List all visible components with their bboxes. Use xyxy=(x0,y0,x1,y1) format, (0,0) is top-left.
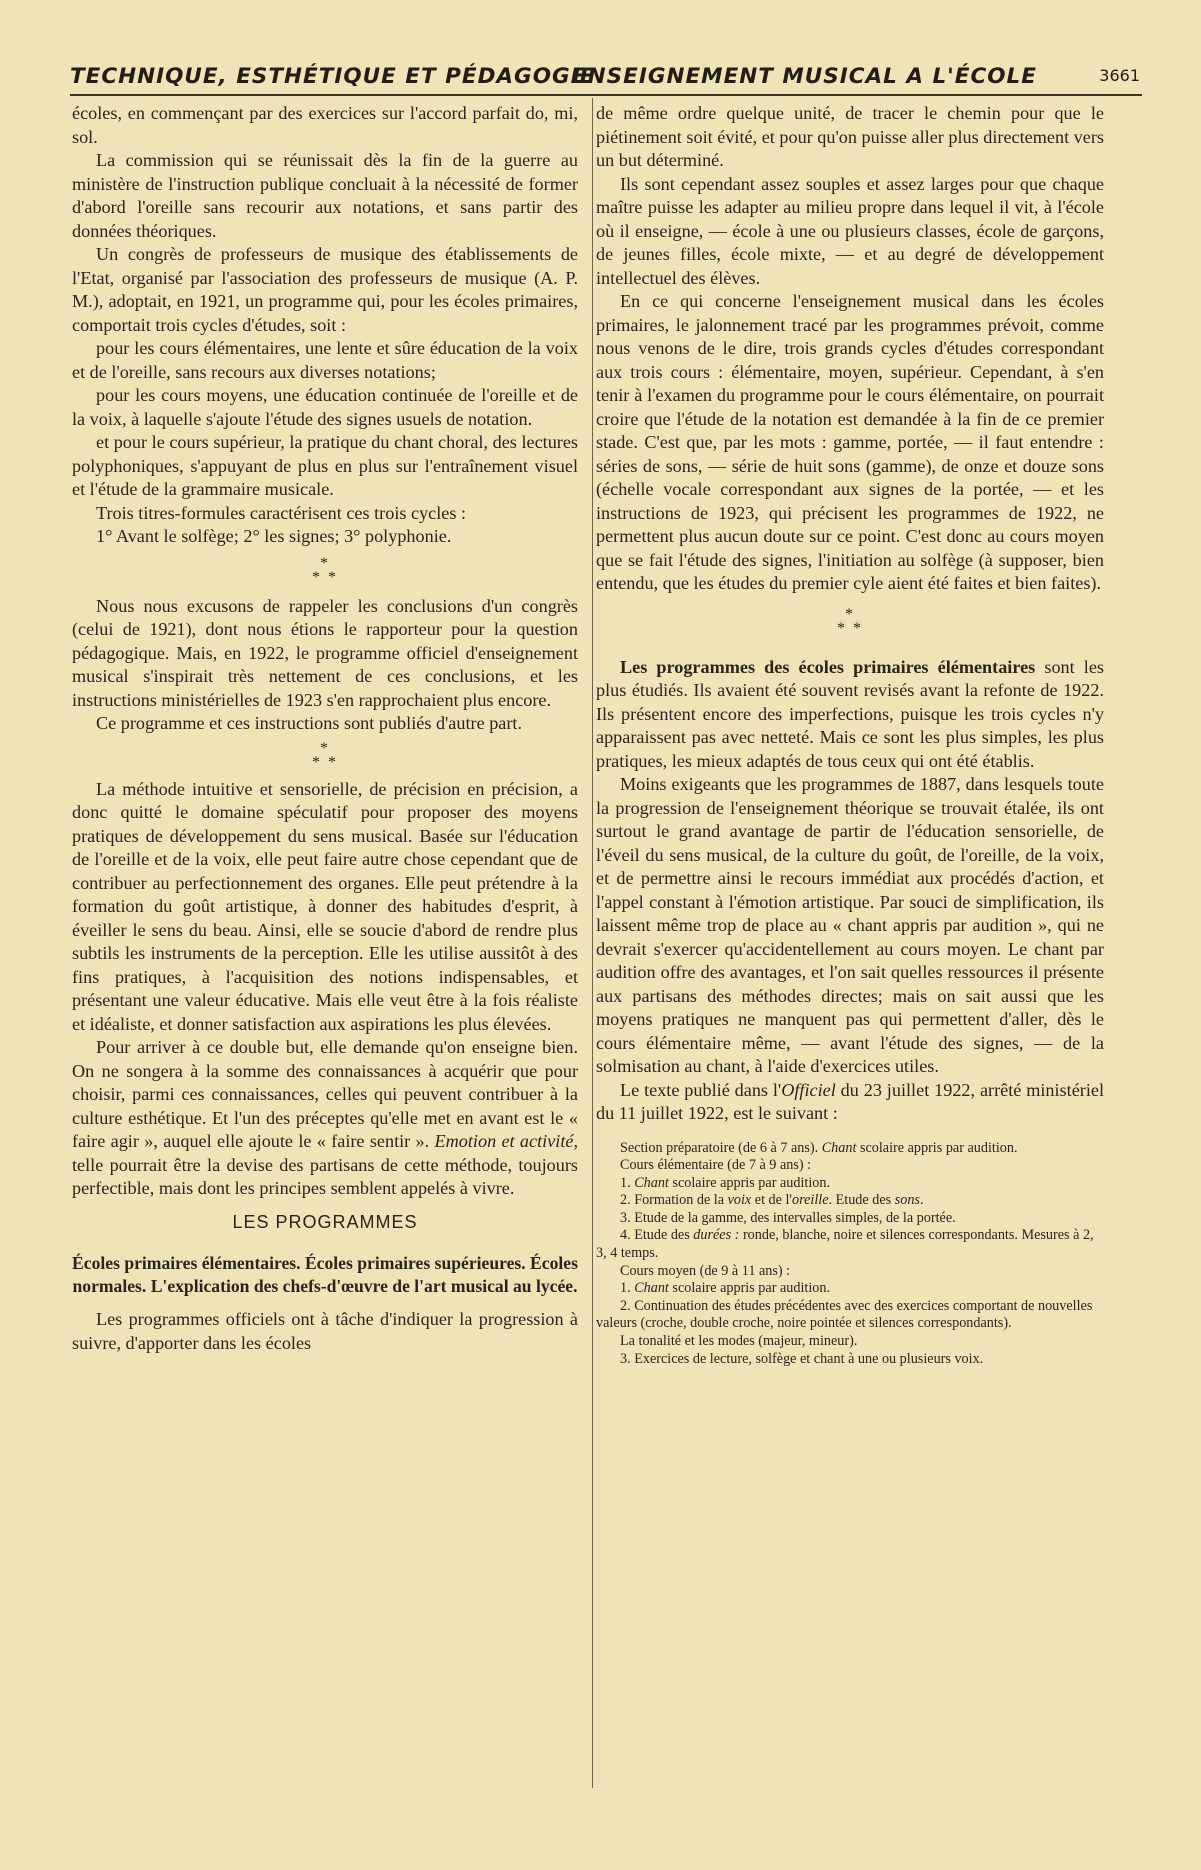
column-divider xyxy=(592,98,593,1788)
program-line xyxy=(596,1227,1104,1262)
italic-run: Emotion et activité, xyxy=(434,1131,579,1151)
text-run: scolaire appris par audition. xyxy=(672,1174,831,1191)
left-column xyxy=(72,102,578,1355)
text-run: scolaire appris par audition. xyxy=(672,1280,831,1297)
italic-run: durées : xyxy=(693,1227,740,1244)
paragraph: La méthode intuitive et sensorielle, de précision en précision, a donc quitté le domaine spéculatif pour proposer des moyens pratiques de développement du sens musical. Basée sur l'éducation de l'oreille et de la voix, elle peut faire autre chose cependant que de contribuer au perfectionnement des organes. Elle peut prétendre à la formation du goût artistique, à donner des habitudes d'esprit, à éveiller le sens du beau. Ainsi, elle se soucie d'abord de rendre plus subtils les instruments de la perception. Elle les utilise aussitôt à des fins pratiques, à l'acquisition des notions indispensables, et présentant une valeur éducative. Mais elle veut être à la fois réaliste et idéaliste, et donner satisfaction aux aspirations les plus élevées. xyxy=(72,778,578,1034)
program-line xyxy=(596,1175,1104,1193)
formula-intro: Trois titres-formules caractérisent ces trois cycles : xyxy=(96,502,467,523)
section-separator xyxy=(72,554,578,586)
subsection-heading: Écoles primaires élémentaires. Écoles primaires supérieures. Écoles normales. L'explication des chefs-d'œuvre de l'art musical au lycée. xyxy=(72,1253,578,1296)
italic-run: sons xyxy=(894,1192,920,1209)
text-run: Section préparatoire (de 6 à 7 ans). xyxy=(620,1139,819,1156)
paragraph: Moins exigeants que les programmes de 1887, dans lesquels toute la progression de l'enseignement théorique se trouvait étalée, ils ont surtout le grand avantage de partir de l'éducation sensorielle, de l'éveil du sens musical, de la culture du goût, de l'oreille, de la voix, et de permettre ainsi le recours immédiat aux procédés d'action, et l'appel constant à l'émotion artistique. Par souci de simplification, ils laissent même trop de place au « chant appris par audition », qui ne devrait s'exercer qu'accidentellement au cours moyen. Le chant par audition offre des avantages, et l'on sait quelles ressources il présente aux partisans des méthodes directes; mais on sait aussi que les moyens pratiques ne manquent pas qui permettent d'aller, dès le cours élémentaire même, — avant l'étude des signes, — de la solmisation au chant, à l'aide d'exercices utiles. xyxy=(596,774,1104,1076)
text-run: . Etude des xyxy=(828,1192,892,1209)
text-run: ronde, blanche, noire et silences correspondants. Mesures à 2, 3, 4 temps. xyxy=(596,1227,1094,1262)
program-line: 2. Continuation des études précédentes avec des exercices comportant de nouvelles valeurs (croche, double croche, noire pointée et silences correspondants). xyxy=(596,1297,1093,1332)
paragraph: écoles, en commençant par des exercices sur l'accord parfait do, mi, sol. xyxy=(72,103,578,147)
program-line: La tonalité et les modes (majeur, mineur). xyxy=(620,1333,858,1350)
text-run: du 23 juillet 1922, arrêté ministériel du 11 juillet 1922, est le suivant : xyxy=(596,1079,1104,1123)
italic-run: Chant xyxy=(634,1174,669,1191)
paragraph xyxy=(596,1079,1104,1126)
separator-star: * xyxy=(320,554,330,572)
paragraph: Ce programme et ces instructions sont publiés d'autre part. xyxy=(96,713,523,733)
separator-star: * xyxy=(320,739,330,757)
header-right-title: ENSEIGNEMENT MUSICAL A L'ÉCOLE xyxy=(572,64,1037,89)
header-left-title: TECHNIQUE, ESTHÉTIQUE ET PÉDAGOGIE xyxy=(70,64,596,89)
paragraph: de même ordre quelque unité, de tracer le chemin pour que le piétinement soit évité, et pour qu'on puisse aller plus directement vers un but déterminé. xyxy=(596,103,1104,170)
paragraph: Ils sont cependant assez souples et assez larges pour que chaque maître puisse les adapter au milieu propre dans lequel il vit, à l'école où il enseigne, — école à une ou plusieurs classes, école de garçons, de jeunes filles, école mixte, — et au degré de développement intellectuel des élèves. xyxy=(596,173,1104,288)
paragraph: Un congrès de professeurs de musique des établissements de l'Etat, organisé par l'association des professeurs de musique (A. P. M.), adoptait, en 1921, un programme qui, pour les écoles primaires, comportait trois cycles d'études, soit : xyxy=(72,244,578,335)
text-run: Pour arriver à ce double but, elle demande qu'on enseigne bien. On ne songera à la somme des connaissances à acquérir que pour choisir, parmi ces connaissances, celles qui peuvent contribuer à la culture esthétique. Et l'un des préceptes qu'elle met en avant est le « faire agir », auquel elle ajoute le « faire sentir ». xyxy=(72,1037,578,1151)
text-run: et de l' xyxy=(754,1192,792,1209)
paragraph xyxy=(72,1036,578,1201)
text-run: 4. Etude des xyxy=(620,1227,690,1244)
paragraph: La commission qui se réunissait dès la fin de la guerre au ministère de l'instruction publique concluait à la nécessité de former d'abord l'oreille sans recourir aux notations, et sans partir des données théoriques. xyxy=(72,150,578,241)
separator-stars: * * xyxy=(312,753,338,771)
italic-run: oreille xyxy=(792,1192,829,1209)
program-line: Cours élémentaire (de 7 à 9 ans) : xyxy=(620,1157,812,1174)
italic-run: Chant xyxy=(634,1280,669,1297)
text-run: Le texte publié dans l' xyxy=(620,1079,782,1100)
paragraph: pour les cours élémentaires, une lente et sûre éducation de la voix et de l'oreille, sans recours aux diverses notations; xyxy=(72,338,578,382)
paragraph: et pour le cours supérieur, la pratique du chant choral, des lectures polyphoniques, s'appuyant de plus en plus sur l'entraînement visuel et l'étude de la grammaire musicale. xyxy=(72,432,578,499)
text-run: 1. xyxy=(620,1174,631,1191)
text-run: sont les plus étudiés. Ils avaient été souvent revisés avant la refonte de 1922. Ils présentent encore des imperfections, puisque les trois cycles n'y apparaissent pas avec netteté. Mais ce sont les plus simples, les plus pratiques, les mieux adaptés de tous ceux qui ont été établis. xyxy=(596,656,1105,771)
paragraph: En ce qui concerne l'enseignement musical dans les écoles primaires, le jalonnement tracé par les programmes prévoit, comme nous venons de le dire, trois grands cycles d'études correspondant aux trois cours : élémentaire, moyen, supérieur. Cependant, à s'en tenir à l'examen du programme pour le cours élémentaire, on pourrait croire que l'étude de la notation est demandée à la fin de ce premier stade. C'est que, par les mots : gamme, portée, — il faut entendre : séries de sons, — série de huit sons (gamme), de onze et douze sons (échelle vocale correspondant aux signes de la portée, — et les instructions de 1923, qui précisent les programmes de 1922, ne permettent plus aucun doute sur ce point. C'est donc au cours moyen que se fait l'étude des signes, l'initiation au solfège (à supposer, bien entendu, que les études du premier cyle aient été faites et bien faites). xyxy=(596,291,1104,593)
text-run: scolaire appris par audition. xyxy=(859,1139,1018,1156)
paragraph xyxy=(596,656,1104,774)
italic-run: voix xyxy=(727,1192,752,1209)
paragraph xyxy=(72,502,578,549)
text-run: 2. Formation de la xyxy=(620,1192,725,1209)
running-header xyxy=(70,60,1140,94)
separator-stars: * * xyxy=(837,619,863,637)
section-separator xyxy=(72,739,578,771)
text-run: telle pourrait être la devise des partisans de cette méthode, toujours perfectible, mais dont les principes semblent appelés à vivre. xyxy=(72,1154,578,1198)
section-separator xyxy=(596,605,1104,637)
text-run: 1. xyxy=(620,1280,631,1297)
program-line xyxy=(596,1140,1104,1158)
page-number: 3661 xyxy=(1099,66,1140,85)
paragraph: Les programmes officiels ont à tâche d'indiquer la progression à suivre, d'apporter dans les écoles xyxy=(72,1309,578,1353)
bold-lead: Les programmes des écoles primaires élémentaires xyxy=(620,656,1036,677)
right-column xyxy=(596,102,1104,1368)
program-line: Cours moyen (de 9 à 11 ans) : xyxy=(620,1262,791,1279)
paragraph: pour les cours moyens, une éducation continuée de l'oreille et de la voix, à laquelle s'ajoute l'étude des signes usuels de notation. xyxy=(72,385,578,429)
separator-stars: * * xyxy=(312,568,338,586)
paragraph: Nous nous excusons de rappeler les conclusions d'un congrès (celui de 1921), dont nous étions le rapporteur pour la question pédagogique. Mais, en 1922, le programme officiel d'enseignement musical s'inspirait très nettement de ces conclusions, et les instructions ministérielles de 1923 s'en rapprochaient plus encore. xyxy=(72,595,578,710)
official-program-excerpt xyxy=(596,1140,1104,1369)
italic-run: Chant xyxy=(821,1139,857,1156)
program-line xyxy=(596,1280,1104,1298)
program-line: 3. Etude de la gamme, des intervalles simples, de la portée. xyxy=(620,1209,956,1226)
program-line xyxy=(596,1192,1104,1210)
program-line: 3. Exercices de lecture, solfège et chant à une ou plusieurs voix. xyxy=(620,1350,984,1367)
formula-list: 1° Avant le solfège; 2° les signes; 3° polyphonie. xyxy=(96,526,452,546)
separator-star: * xyxy=(845,605,855,623)
italic-run: Officiel xyxy=(781,1079,836,1100)
header-rule xyxy=(70,94,1142,96)
text-run: . xyxy=(919,1192,924,1209)
section-heading: LES PROGRAMMES xyxy=(232,1211,418,1232)
